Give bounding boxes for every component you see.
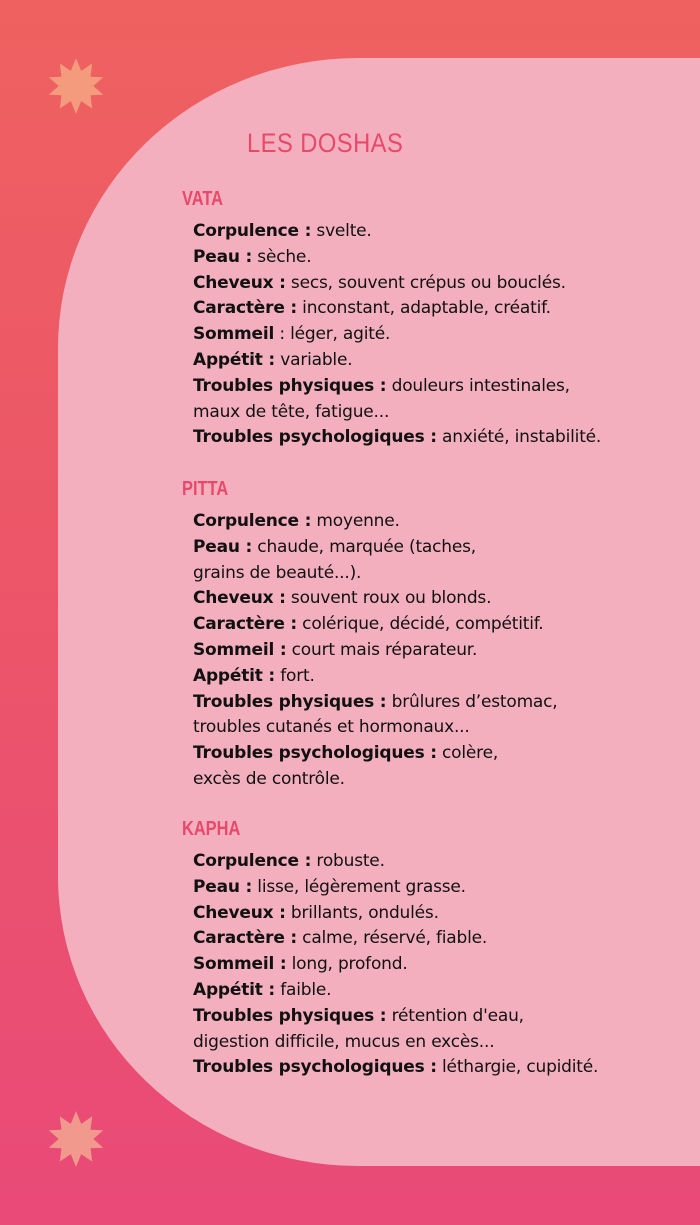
attribute-value: sèche. [252,246,312,267]
attribute-label: Appétit : [193,349,276,370]
attribute-row [193,978,598,1004]
section-title: PITTA [182,478,229,500]
attribute-value: svelte. [311,221,372,241]
attribute-value: souvent roux ou blonds. [285,588,492,609]
attribute-label: Cheveux : [193,902,286,923]
attribute-row [193,901,598,927]
attribute-row [193,741,558,793]
attribute-row [193,952,598,978]
attribute-value: variable. [275,349,353,370]
attribute-row [193,849,598,875]
attribute-row [193,664,558,690]
attribute-value: : léger, agité. [274,324,391,345]
attribute-label: Cheveux : [193,588,286,609]
attribute-label: Caractère : [193,298,297,319]
attribute-row [193,509,558,535]
attribute-list [182,509,558,793]
attribute-row [193,296,601,322]
attribute-value: anxiété, instabilité. [436,427,602,448]
attribute-label: Sommeil : [193,639,287,660]
attribute-value-continued: grains de beauté...). [193,562,362,583]
attribute-value: douleurs intestinales, [386,375,570,396]
attribute-row [193,612,558,638]
attribute-value: brillants, ondulés. [285,902,439,923]
attribute-label: Troubles psychologiques : [193,427,437,448]
attribute-value: moyenne. [311,511,400,531]
attribute-label: Appétit : [193,979,276,1000]
attribute-row [193,271,601,297]
attribute-value: robuste. [311,851,385,871]
star-icon [47,57,105,115]
attribute-label: Sommeil [193,324,275,345]
attribute-value: chaude, marquée (taches, [252,536,476,557]
attribute-value: brûlures d’estomac, [386,691,558,712]
attribute-row [193,638,558,664]
attribute-label: Troubles psychologiques : [193,743,437,764]
attribute-row [193,586,558,612]
section-title: VATA [182,188,223,210]
attribute-value: léthargie, cupidité. [436,1057,599,1078]
attribute-value: secs, souvent crépus ou bouclés. [285,272,566,293]
attribute-label: Troubles physiques : [193,1005,387,1026]
attribute-label: Corpulence : [193,511,312,531]
attribute-row [193,425,601,451]
attribute-row [193,348,601,374]
section-vata [182,187,601,451]
attribute-value-continued: excès de contrôle. [193,768,345,789]
attribute-label: Troubles psychologiques : [193,1057,437,1078]
attribute-value: rétention d'eau, [386,1005,524,1026]
page-title: LES DOSHAS [247,128,404,158]
attribute-label: Corpulence : [193,221,312,241]
attribute-label: Troubles physiques : [193,691,387,712]
attribute-row [193,535,558,587]
attribute-value: inconstant, adaptable, créatif. [296,298,551,319]
attribute-value: fort. [275,665,315,686]
attribute-value: court mais réparateur. [286,639,478,660]
attribute-label: Peau : [193,246,253,267]
attribute-label: Caractère : [193,614,297,635]
attribute-value: colérique, décidé, compétitif. [296,614,544,635]
attribute-row [193,926,598,952]
attribute-label: Peau : [193,876,253,897]
attribute-value: lisse, légèrement grasse. [252,876,466,897]
attribute-list [182,219,601,451]
attribute-row [193,690,558,742]
attribute-value-continued: troubles cutanés et hormonaux... [193,717,470,738]
attribute-label: Cheveux : [193,272,286,293]
attribute-list [182,849,598,1081]
attribute-row [193,875,598,901]
attribute-row [193,322,601,348]
attribute-value: long, profond. [286,954,408,975]
attribute-row [193,1004,598,1056]
attribute-label: Corpulence : [193,851,312,871]
attribute-value-continued: digestion difficile, mucus en excès... [193,1031,495,1052]
attribute-label: Sommeil : [193,954,287,975]
attribute-row [193,1055,598,1081]
attribute-value: colère, [436,743,499,764]
attribute-value-continued: maux de tête, fatigue... [193,401,390,422]
attribute-value: calme, réservé, fiable. [296,928,488,949]
section-pitta [182,477,558,793]
attribute-row [193,245,601,271]
attribute-value: faible. [275,979,332,1000]
section-kapha [182,817,598,1081]
attribute-label: Troubles physiques : [193,375,387,396]
attribute-label: Caractère : [193,928,297,949]
attribute-label: Appétit : [193,665,276,686]
attribute-row [193,374,601,426]
attribute-label: Peau : [193,536,253,557]
attribute-row [193,219,601,245]
star-icon [47,1110,105,1168]
section-title: KAPHA [182,818,241,840]
